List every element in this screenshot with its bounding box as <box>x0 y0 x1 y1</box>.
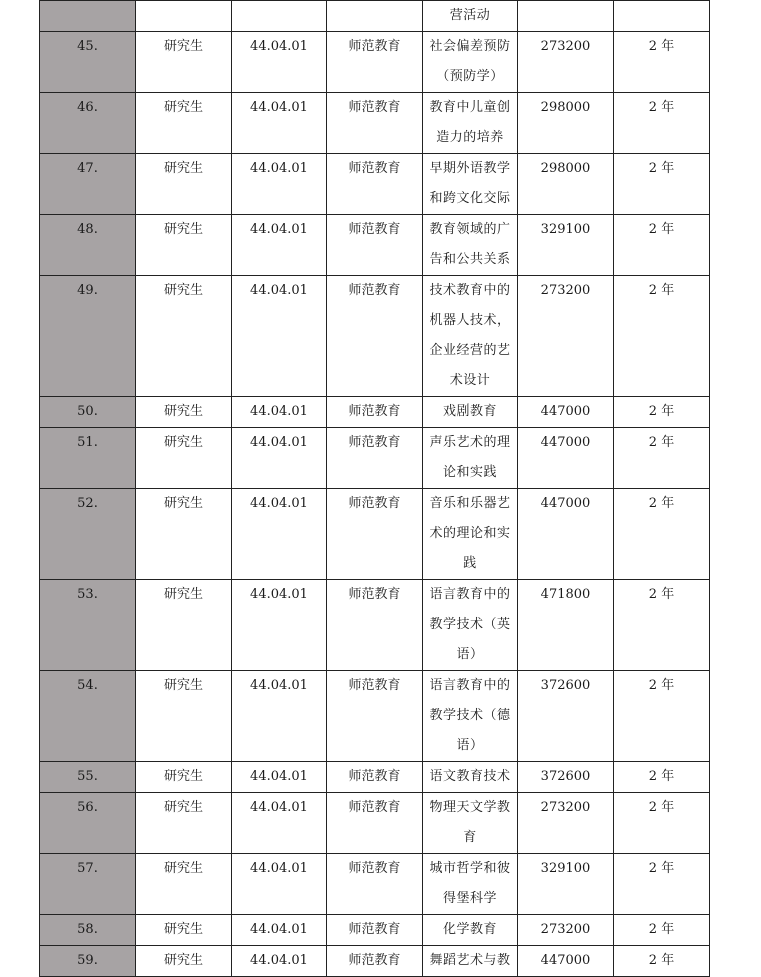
direction-name-cell: 师范教育 <box>327 489 423 580</box>
direction-code-cell: 44.04.01 <box>232 489 327 580</box>
degree-level-cell: 研究生 <box>136 793 232 854</box>
degree-level-cell: 研究生 <box>136 671 232 762</box>
direction-name-cell: 师范教育 <box>327 93 423 154</box>
direction-name-cell: 师范教育 <box>327 215 423 276</box>
table-row <box>40 215 710 276</box>
direction-name-cell <box>327 1 423 32</box>
direction-name-cell: 师范教育 <box>327 915 423 946</box>
study-duration-cell: 2 年 <box>614 854 710 915</box>
program-name-cell: 早期外语教学和跨文化交际 <box>423 154 518 215</box>
table-row <box>40 1 710 32</box>
direction-name-cell: 师范教育 <box>327 32 423 93</box>
table-row <box>40 946 710 977</box>
direction-name-cell: 师范教育 <box>327 946 423 977</box>
direction-code-cell: 44.04.01 <box>232 762 327 793</box>
row-number-cell: 57. <box>40 854 136 915</box>
direction-code-cell: 44.04.01 <box>232 580 327 671</box>
direction-name-cell: 师范教育 <box>327 428 423 489</box>
direction-name-cell: 师范教育 <box>327 793 423 854</box>
direction-name-cell: 师范教育 <box>327 276 423 397</box>
study-duration-cell: 2 年 <box>614 154 710 215</box>
row-number-cell: 48. <box>40 215 136 276</box>
program-name-cell: 物理天文学教育 <box>423 793 518 854</box>
tuition-fee-cell: 447000 <box>518 946 614 977</box>
study-duration-cell: 2 年 <box>614 397 710 428</box>
tuition-fee-cell: 273200 <box>518 32 614 93</box>
degree-level-cell <box>136 1 232 32</box>
row-number-cell: 50. <box>40 397 136 428</box>
degree-level-cell: 研究生 <box>136 276 232 397</box>
table-row <box>40 671 710 762</box>
study-duration-cell: 2 年 <box>614 215 710 276</box>
row-number-cell: 55. <box>40 762 136 793</box>
direction-code-cell: 44.04.01 <box>232 215 327 276</box>
table-row <box>40 428 710 489</box>
study-duration-cell: 2 年 <box>614 671 710 762</box>
program-name-cell: 语言教育中的教学技术（德语） <box>423 671 518 762</box>
table-row <box>40 489 710 580</box>
program-name-cell: 城市哲学和彼得堡科学 <box>423 854 518 915</box>
study-duration-cell: 2 年 <box>614 762 710 793</box>
tuition-fee-cell: 273200 <box>518 793 614 854</box>
tuition-fee-cell: 298000 <box>518 154 614 215</box>
table-row <box>40 32 710 93</box>
program-name-cell: 语文教育技术 <box>423 762 518 793</box>
program-table <box>39 0 710 977</box>
row-number-cell: 56. <box>40 793 136 854</box>
direction-code-cell: 44.04.01 <box>232 154 327 215</box>
degree-level-cell: 研究生 <box>136 32 232 93</box>
direction-code-cell: 44.04.01 <box>232 854 327 915</box>
direction-code-cell: 44.04.01 <box>232 276 327 397</box>
row-number-cell: 53. <box>40 580 136 671</box>
program-name-cell: 音乐和乐器艺术的理论和实践 <box>423 489 518 580</box>
study-duration-cell: 2 年 <box>614 793 710 854</box>
program-name-cell: 教育中儿童创造力的培养 <box>423 93 518 154</box>
program-name-cell: 社会偏差预防（预防学） <box>423 32 518 93</box>
tuition-fee-cell: 372600 <box>518 762 614 793</box>
direction-name-cell: 师范教育 <box>327 854 423 915</box>
direction-code-cell: 44.04.01 <box>232 793 327 854</box>
direction-name-cell: 师范教育 <box>327 397 423 428</box>
table-row <box>40 93 710 154</box>
study-duration-cell <box>614 1 710 32</box>
direction-code-cell: 44.04.01 <box>232 671 327 762</box>
table-row <box>40 397 710 428</box>
tuition-fee-cell: 298000 <box>518 93 614 154</box>
tuition-fee-cell: 447000 <box>518 489 614 580</box>
program-name-cell: 化学教育 <box>423 915 518 946</box>
program-name-cell: 技术教育中的机器人技术，企业经营的艺术设计 <box>423 276 518 397</box>
tuition-fee-cell: 273200 <box>518 276 614 397</box>
degree-level-cell: 研究生 <box>136 93 232 154</box>
row-number-cell: 52. <box>40 489 136 580</box>
degree-level-cell: 研究生 <box>136 154 232 215</box>
program-name-cell: 语言教育中的教学技术（英语） <box>423 580 518 671</box>
row-number-cell: 46. <box>40 93 136 154</box>
tuition-fee-cell <box>518 1 614 32</box>
row-number-cell <box>40 1 136 32</box>
row-number-cell: 45. <box>40 32 136 93</box>
tuition-fee-cell: 329100 <box>518 215 614 276</box>
table-body <box>40 1 710 977</box>
tuition-fee-cell: 447000 <box>518 428 614 489</box>
direction-code-cell: 44.04.01 <box>232 93 327 154</box>
direction-code-cell: 44.04.01 <box>232 32 327 93</box>
tuition-fee-cell: 329100 <box>518 854 614 915</box>
table-row <box>40 915 710 946</box>
degree-level-cell: 研究生 <box>136 854 232 915</box>
table-row <box>40 580 710 671</box>
degree-level-cell: 研究生 <box>136 762 232 793</box>
degree-level-cell: 研究生 <box>136 428 232 489</box>
tuition-fee-cell: 471800 <box>518 580 614 671</box>
direction-name-cell: 师范教育 <box>327 580 423 671</box>
direction-name-cell: 师范教育 <box>327 154 423 215</box>
tuition-fee-cell: 273200 <box>518 915 614 946</box>
row-number-cell: 59. <box>40 946 136 977</box>
direction-name-cell: 师范教育 <box>327 762 423 793</box>
table-row <box>40 854 710 915</box>
program-name-cell: 声乐艺术的理论和实践 <box>423 428 518 489</box>
row-number-cell: 49. <box>40 276 136 397</box>
table-row <box>40 154 710 215</box>
degree-level-cell: 研究生 <box>136 580 232 671</box>
study-duration-cell: 2 年 <box>614 580 710 671</box>
direction-code-cell: 44.04.01 <box>232 428 327 489</box>
program-name-cell: 营活动 <box>423 1 518 32</box>
study-duration-cell: 2 年 <box>614 32 710 93</box>
degree-level-cell: 研究生 <box>136 215 232 276</box>
direction-code-cell: 44.04.01 <box>232 397 327 428</box>
direction-code-cell: 44.04.01 <box>232 915 327 946</box>
program-name-cell: 戏剧教育 <box>423 397 518 428</box>
row-number-cell: 58. <box>40 915 136 946</box>
degree-level-cell: 研究生 <box>136 946 232 977</box>
degree-level-cell: 研究生 <box>136 915 232 946</box>
row-number-cell: 54. <box>40 671 136 762</box>
table-row <box>40 793 710 854</box>
degree-level-cell: 研究生 <box>136 397 232 428</box>
tuition-fee-cell: 372600 <box>518 671 614 762</box>
study-duration-cell: 2 年 <box>614 489 710 580</box>
table-row <box>40 276 710 397</box>
row-number-cell: 47. <box>40 154 136 215</box>
direction-code-cell: 44.04.01 <box>232 946 327 977</box>
tuition-fee-cell: 447000 <box>518 397 614 428</box>
study-duration-cell: 2 年 <box>614 946 710 977</box>
direction-name-cell: 师范教育 <box>327 671 423 762</box>
study-duration-cell: 2 年 <box>614 915 710 946</box>
study-duration-cell: 2 年 <box>614 93 710 154</box>
row-number-cell: 51. <box>40 428 136 489</box>
study-duration-cell: 2 年 <box>614 276 710 397</box>
program-name-cell: 教育领域的广告和公共关系 <box>423 215 518 276</box>
study-duration-cell: 2 年 <box>614 428 710 489</box>
table-row <box>40 762 710 793</box>
direction-code-cell <box>232 1 327 32</box>
program-name-cell: 舞蹈艺术与教 <box>423 946 518 977</box>
degree-level-cell: 研究生 <box>136 489 232 580</box>
